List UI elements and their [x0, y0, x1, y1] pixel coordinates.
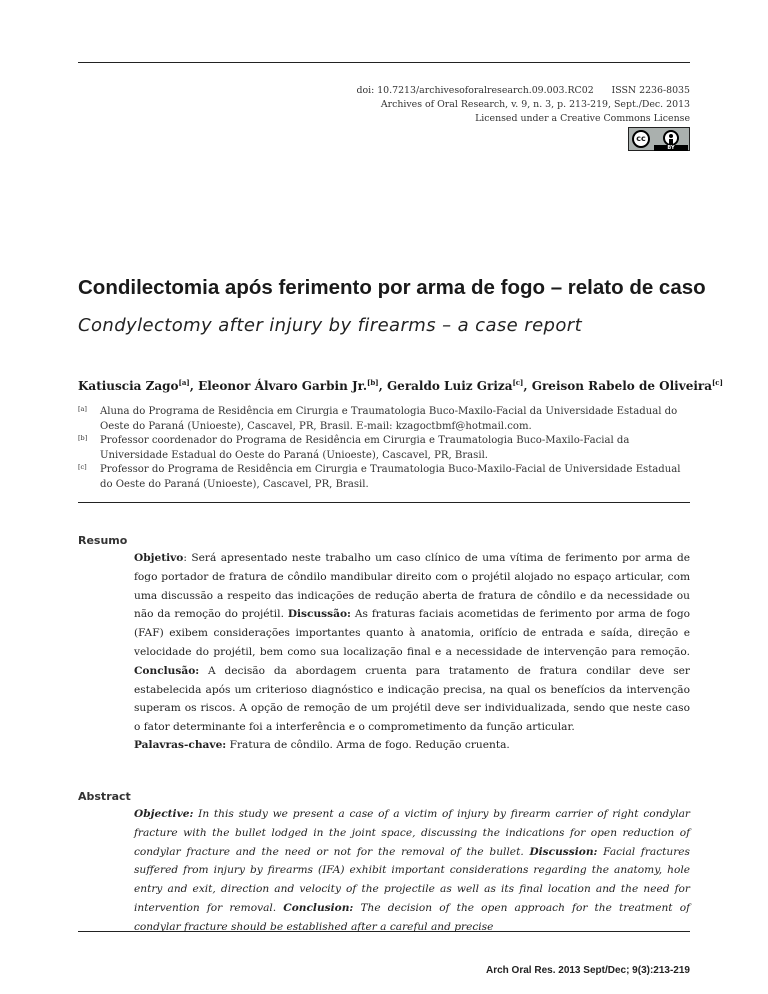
journal-metadata: [356, 84, 690, 126]
objetivo-text: : Será apresentado neste trabalho um caso clínico de uma vítima de ferimento por arma de fogo portador de fratura de côndilo mandibular direito com o projétil alojado no espaço articular, com uma discussão a respeito das indicações de redução aberta de fratura de côndilo e da necessidade ou não da remoção do projétil.: [134, 552, 690, 621]
resumo-body: [134, 549, 690, 737]
affiliation-item: [78, 405, 690, 434]
discussao-text: As fraturas faciais acometidas de ferimento por arma de fogo (FAF) exibem considerações importantes quanto à anatomia, orifício de entrada e saída, direção e velocidade do projétil, bem como sua localização final e a necessidade de intervenção para remoção.: [134, 608, 690, 658]
author-name: Eleonor Álvaro Garbin Jr.: [198, 379, 368, 393]
page-footer-citation: Arch Oral Res. 2013 Sept/Dec; 9(3):213-219: [486, 965, 690, 976]
discussion-label: Discussion:: [529, 845, 598, 858]
affiliations: [78, 405, 690, 493]
affiliation-text: Professor coordenador do Programa de Residência em Cirurgia e Traumatologia Buco-Maxilo-Facial da Universidade Estadual do Oeste do Paraná (Unioeste), Cascavel, PR, Brasil.: [100, 435, 630, 461]
affiliation-text: Aluna do Programa de Residência em Cirurgia e Traumatologia Buco-Maxilo-Facial da Universidade Estadual do Oeste do Paraná (Unioeste), Cascavel, PR, Brasil. E-mail: kzagoctbmf@hotmail.com.: [100, 406, 678, 432]
article-title-english: Condylectomy after injury by firearms – a case report: [78, 315, 583, 336]
conclusion-label: Conclusion:: [283, 901, 354, 914]
attribution-person-icon: [663, 130, 679, 146]
author-name: Geraldo Luiz Griza: [386, 379, 513, 393]
abstract-heading: Abstract: [78, 790, 131, 803]
affiliation-text: Professor do Programa de Residência em Cirurgia e Traumatologia Buco-Maxilo-Facial de Universidade Estadual do Oeste do Paraná (Unioeste), Cascavel, PR, Brasil.: [100, 464, 681, 490]
abstract-body: [134, 805, 690, 937]
keywords-label: Palavras-chave:: [134, 739, 227, 751]
conclusao-text: A decisão da abordagem cruenta para tratamento de fratura condilar deve ser estabelecida após um criterioso diagnóstico e indicação precisa, na qual os benefícios da intervenção superam os riscos. A opção de remoção de um projétil deve ser individualizada, sendo que neste caso o fator determinante foi a interferência e o comprometimento da função articular.: [134, 664, 690, 734]
license-line: Licensed under a Creative Commons License: [475, 113, 690, 124]
author-list: [78, 378, 723, 393]
conclusao-label: Conclusão:: [134, 664, 200, 677]
top-rule: [78, 62, 690, 63]
affiliations-rule: [78, 502, 690, 503]
affiliation-mark: [a]: [178, 378, 190, 387]
affiliation-mark: [b]: [367, 378, 379, 387]
creative-commons-badge[interactable]: [628, 127, 690, 151]
objetivo-label: Objetivo: [134, 552, 184, 564]
author-separator: ,: [523, 379, 532, 393]
affiliation-mark: [c]: [512, 378, 524, 387]
objective-text: In this study we present a case of a victim of injury by firearm carrier of right condylar fracture with the bullet lodged in the joint space, discussing the indications for open reduction of condylar fracture and the need or not for the removal of the bullet.: [134, 808, 690, 858]
affiliation-item: [78, 434, 690, 463]
affiliation-label: [b]: [78, 434, 88, 443]
affiliation-item: [78, 463, 690, 492]
keywords: [134, 736, 690, 755]
footer-rule: [78, 931, 690, 932]
resumo-heading: Resumo: [78, 534, 128, 547]
discussao-label: Discussão:: [287, 608, 351, 621]
cc-icon: cc: [632, 130, 650, 148]
discussion-text: Facial fractures suffered from injury by firearms (IFA) exhibit important considerations regarding the anatomy, hole entry and exit, direction and velocity of the projectile as well as its final location and the need for intervention for removal.: [134, 845, 690, 914]
author-name: Katiuscia Zago: [78, 379, 179, 393]
affiliation-label: [c]: [78, 463, 87, 472]
author-separator: ,: [378, 379, 387, 393]
by-label: BY: [654, 145, 688, 151]
affiliation-label: [a]: [78, 405, 87, 413]
author-separator: ,: [189, 379, 199, 393]
conclusion-text: The decision of the open approach for the treatment of condylar fracture should be established after a careful and precise: [134, 901, 690, 933]
journal-citation: Archives of Oral Research, v. 9, n. 3, p. 213-219, Sept./Dec. 2013: [380, 99, 690, 110]
affiliation-mark: [c]: [712, 378, 723, 387]
objective-label: Objective:: [134, 808, 194, 820]
doi-line: doi: 10.7213/archivesoforalresearch.09.003.RC02 ISSN 2236-8035: [356, 85, 690, 96]
keywords-text: Fratura de côndilo. Arma de fogo. Redução cruenta.: [226, 739, 510, 751]
author-name: Greison Rabelo de Oliveira: [531, 379, 712, 393]
article-title-portuguese: Condilectomia após ferimento por arma de fogo – relato de caso: [78, 276, 706, 299]
